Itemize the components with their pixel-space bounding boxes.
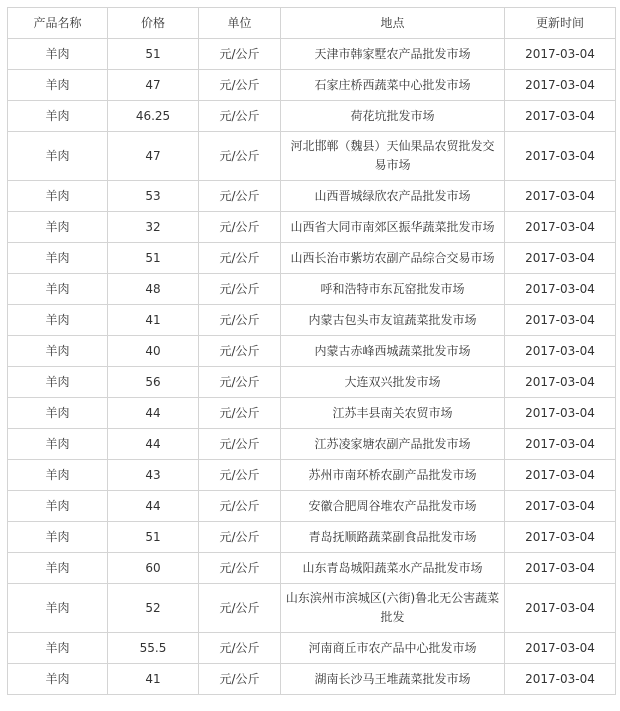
table-row [8, 553, 616, 584]
cell-unit: 元/公斤 [199, 584, 281, 633]
header-product: 产品名称 [8, 8, 108, 39]
cell-unit: 元/公斤 [199, 39, 281, 70]
cell-unit: 元/公斤 [199, 367, 281, 398]
cell-date: 2017-03-04 [505, 181, 616, 212]
cell-product: 羊肉 [8, 181, 108, 212]
cell-product: 羊肉 [8, 101, 108, 132]
cell-location: 湖南长沙马王堆蔬菜批发市场 [281, 664, 505, 695]
cell-location: 河北邯郸（魏县）天仙果品农贸批发交易市场 [281, 132, 505, 181]
cell-location: 山西长治市紫坊农副产品综合交易市场 [281, 243, 505, 274]
price-table-container [7, 7, 616, 695]
cell-product: 羊肉 [8, 522, 108, 553]
header-row [8, 8, 616, 39]
cell-date: 2017-03-04 [505, 429, 616, 460]
table-row [8, 522, 616, 553]
cell-date: 2017-03-04 [505, 243, 616, 274]
cell-price: 44 [108, 429, 199, 460]
cell-product: 羊肉 [8, 305, 108, 336]
table-row [8, 243, 616, 274]
cell-location: 天津市韩家墅农产品批发市场 [281, 39, 505, 70]
table-row [8, 212, 616, 243]
cell-date: 2017-03-04 [505, 522, 616, 553]
cell-date: 2017-03-04 [505, 101, 616, 132]
cell-unit: 元/公斤 [199, 522, 281, 553]
cell-price: 51 [108, 39, 199, 70]
cell-location: 山西晋城绿欣农产品批发市场 [281, 181, 505, 212]
cell-price: 53 [108, 181, 199, 212]
cell-price: 51 [108, 243, 199, 274]
cell-price: 47 [108, 70, 199, 101]
cell-price: 43 [108, 460, 199, 491]
cell-unit: 元/公斤 [199, 181, 281, 212]
cell-product: 羊肉 [8, 367, 108, 398]
cell-location: 青岛抚顺路蔬菜副食品批发市场 [281, 522, 505, 553]
cell-location: 江苏凌家塘农副产品批发市场 [281, 429, 505, 460]
cell-date: 2017-03-04 [505, 305, 616, 336]
cell-price: 44 [108, 398, 199, 429]
cell-location: 山东青岛城阳蔬菜水产品批发市场 [281, 553, 505, 584]
cell-date: 2017-03-04 [505, 336, 616, 367]
price-table [7, 7, 616, 695]
table-row [8, 664, 616, 695]
cell-price: 40 [108, 336, 199, 367]
table-row [8, 274, 616, 305]
cell-price: 47 [108, 132, 199, 181]
table-row [8, 398, 616, 429]
cell-unit: 元/公斤 [199, 336, 281, 367]
cell-date: 2017-03-04 [505, 553, 616, 584]
cell-date: 2017-03-04 [505, 367, 616, 398]
cell-product: 羊肉 [8, 398, 108, 429]
cell-product: 羊肉 [8, 429, 108, 460]
cell-product: 羊肉 [8, 633, 108, 664]
table-row [8, 39, 616, 70]
cell-date: 2017-03-04 [505, 39, 616, 70]
cell-date: 2017-03-04 [505, 633, 616, 664]
table-row [8, 181, 616, 212]
cell-unit: 元/公斤 [199, 664, 281, 695]
cell-location: 山东滨州市滨城区(六街)鲁北无公害蔬菜批发 [281, 584, 505, 633]
cell-product: 羊肉 [8, 491, 108, 522]
cell-price: 51 [108, 522, 199, 553]
table-row [8, 101, 616, 132]
cell-unit: 元/公斤 [199, 101, 281, 132]
cell-location: 呼和浩特市东瓦窑批发市场 [281, 274, 505, 305]
cell-unit: 元/公斤 [199, 460, 281, 491]
cell-unit: 元/公斤 [199, 70, 281, 101]
table-row [8, 491, 616, 522]
cell-location: 山西省大同市南郊区振华蔬菜批发市场 [281, 212, 505, 243]
cell-product: 羊肉 [8, 212, 108, 243]
cell-date: 2017-03-04 [505, 212, 616, 243]
table-row [8, 460, 616, 491]
cell-price: 55.5 [108, 633, 199, 664]
cell-date: 2017-03-04 [505, 584, 616, 633]
cell-product: 羊肉 [8, 460, 108, 491]
cell-unit: 元/公斤 [199, 491, 281, 522]
cell-date: 2017-03-04 [505, 460, 616, 491]
cell-unit: 元/公斤 [199, 553, 281, 584]
cell-location: 内蒙古包头市友谊蔬菜批发市场 [281, 305, 505, 336]
cell-location: 石家庄桥西蔬菜中心批发市场 [281, 70, 505, 101]
cell-price: 60 [108, 553, 199, 584]
table-row [8, 336, 616, 367]
header-price: 价格 [108, 8, 199, 39]
table-row [8, 305, 616, 336]
cell-date: 2017-03-04 [505, 274, 616, 305]
cell-product: 羊肉 [8, 664, 108, 695]
cell-product: 羊肉 [8, 70, 108, 101]
cell-date: 2017-03-04 [505, 491, 616, 522]
table-row [8, 367, 616, 398]
cell-location: 河南商丘市农产品中心批发市场 [281, 633, 505, 664]
cell-location: 荷花坑批发市场 [281, 101, 505, 132]
cell-unit: 元/公斤 [199, 274, 281, 305]
cell-product: 羊肉 [8, 584, 108, 633]
cell-location: 江苏丰县南关农贸市场 [281, 398, 505, 429]
cell-unit: 元/公斤 [199, 305, 281, 336]
cell-date: 2017-03-04 [505, 132, 616, 181]
table-row [8, 633, 616, 664]
cell-product: 羊肉 [8, 553, 108, 584]
cell-location: 大连双兴批发市场 [281, 367, 505, 398]
cell-unit: 元/公斤 [199, 398, 281, 429]
header-location: 地点 [281, 8, 505, 39]
table-row [8, 70, 616, 101]
cell-price: 44 [108, 491, 199, 522]
cell-location: 内蒙古赤峰西城蔬菜批发市场 [281, 336, 505, 367]
cell-product: 羊肉 [8, 274, 108, 305]
cell-price: 48 [108, 274, 199, 305]
cell-unit: 元/公斤 [199, 243, 281, 274]
cell-price: 41 [108, 305, 199, 336]
cell-price: 41 [108, 664, 199, 695]
cell-date: 2017-03-04 [505, 398, 616, 429]
cell-unit: 元/公斤 [199, 633, 281, 664]
cell-price: 46.25 [108, 101, 199, 132]
cell-product: 羊肉 [8, 132, 108, 181]
table-row [8, 584, 616, 633]
header-unit: 单位 [199, 8, 281, 39]
cell-unit: 元/公斤 [199, 212, 281, 243]
cell-product: 羊肉 [8, 243, 108, 274]
header-date: 更新时间 [505, 8, 616, 39]
cell-unit: 元/公斤 [199, 429, 281, 460]
cell-unit: 元/公斤 [199, 132, 281, 181]
cell-price: 52 [108, 584, 199, 633]
cell-location: 安徽合肥周谷堆农产品批发市场 [281, 491, 505, 522]
cell-price: 56 [108, 367, 199, 398]
cell-date: 2017-03-04 [505, 664, 616, 695]
cell-date: 2017-03-04 [505, 70, 616, 101]
table-body [8, 39, 616, 695]
cell-product: 羊肉 [8, 336, 108, 367]
cell-location: 苏州市南环桥农副产品批发市场 [281, 460, 505, 491]
cell-product: 羊肉 [8, 39, 108, 70]
cell-price: 32 [108, 212, 199, 243]
table-row [8, 132, 616, 181]
table-row [8, 429, 616, 460]
